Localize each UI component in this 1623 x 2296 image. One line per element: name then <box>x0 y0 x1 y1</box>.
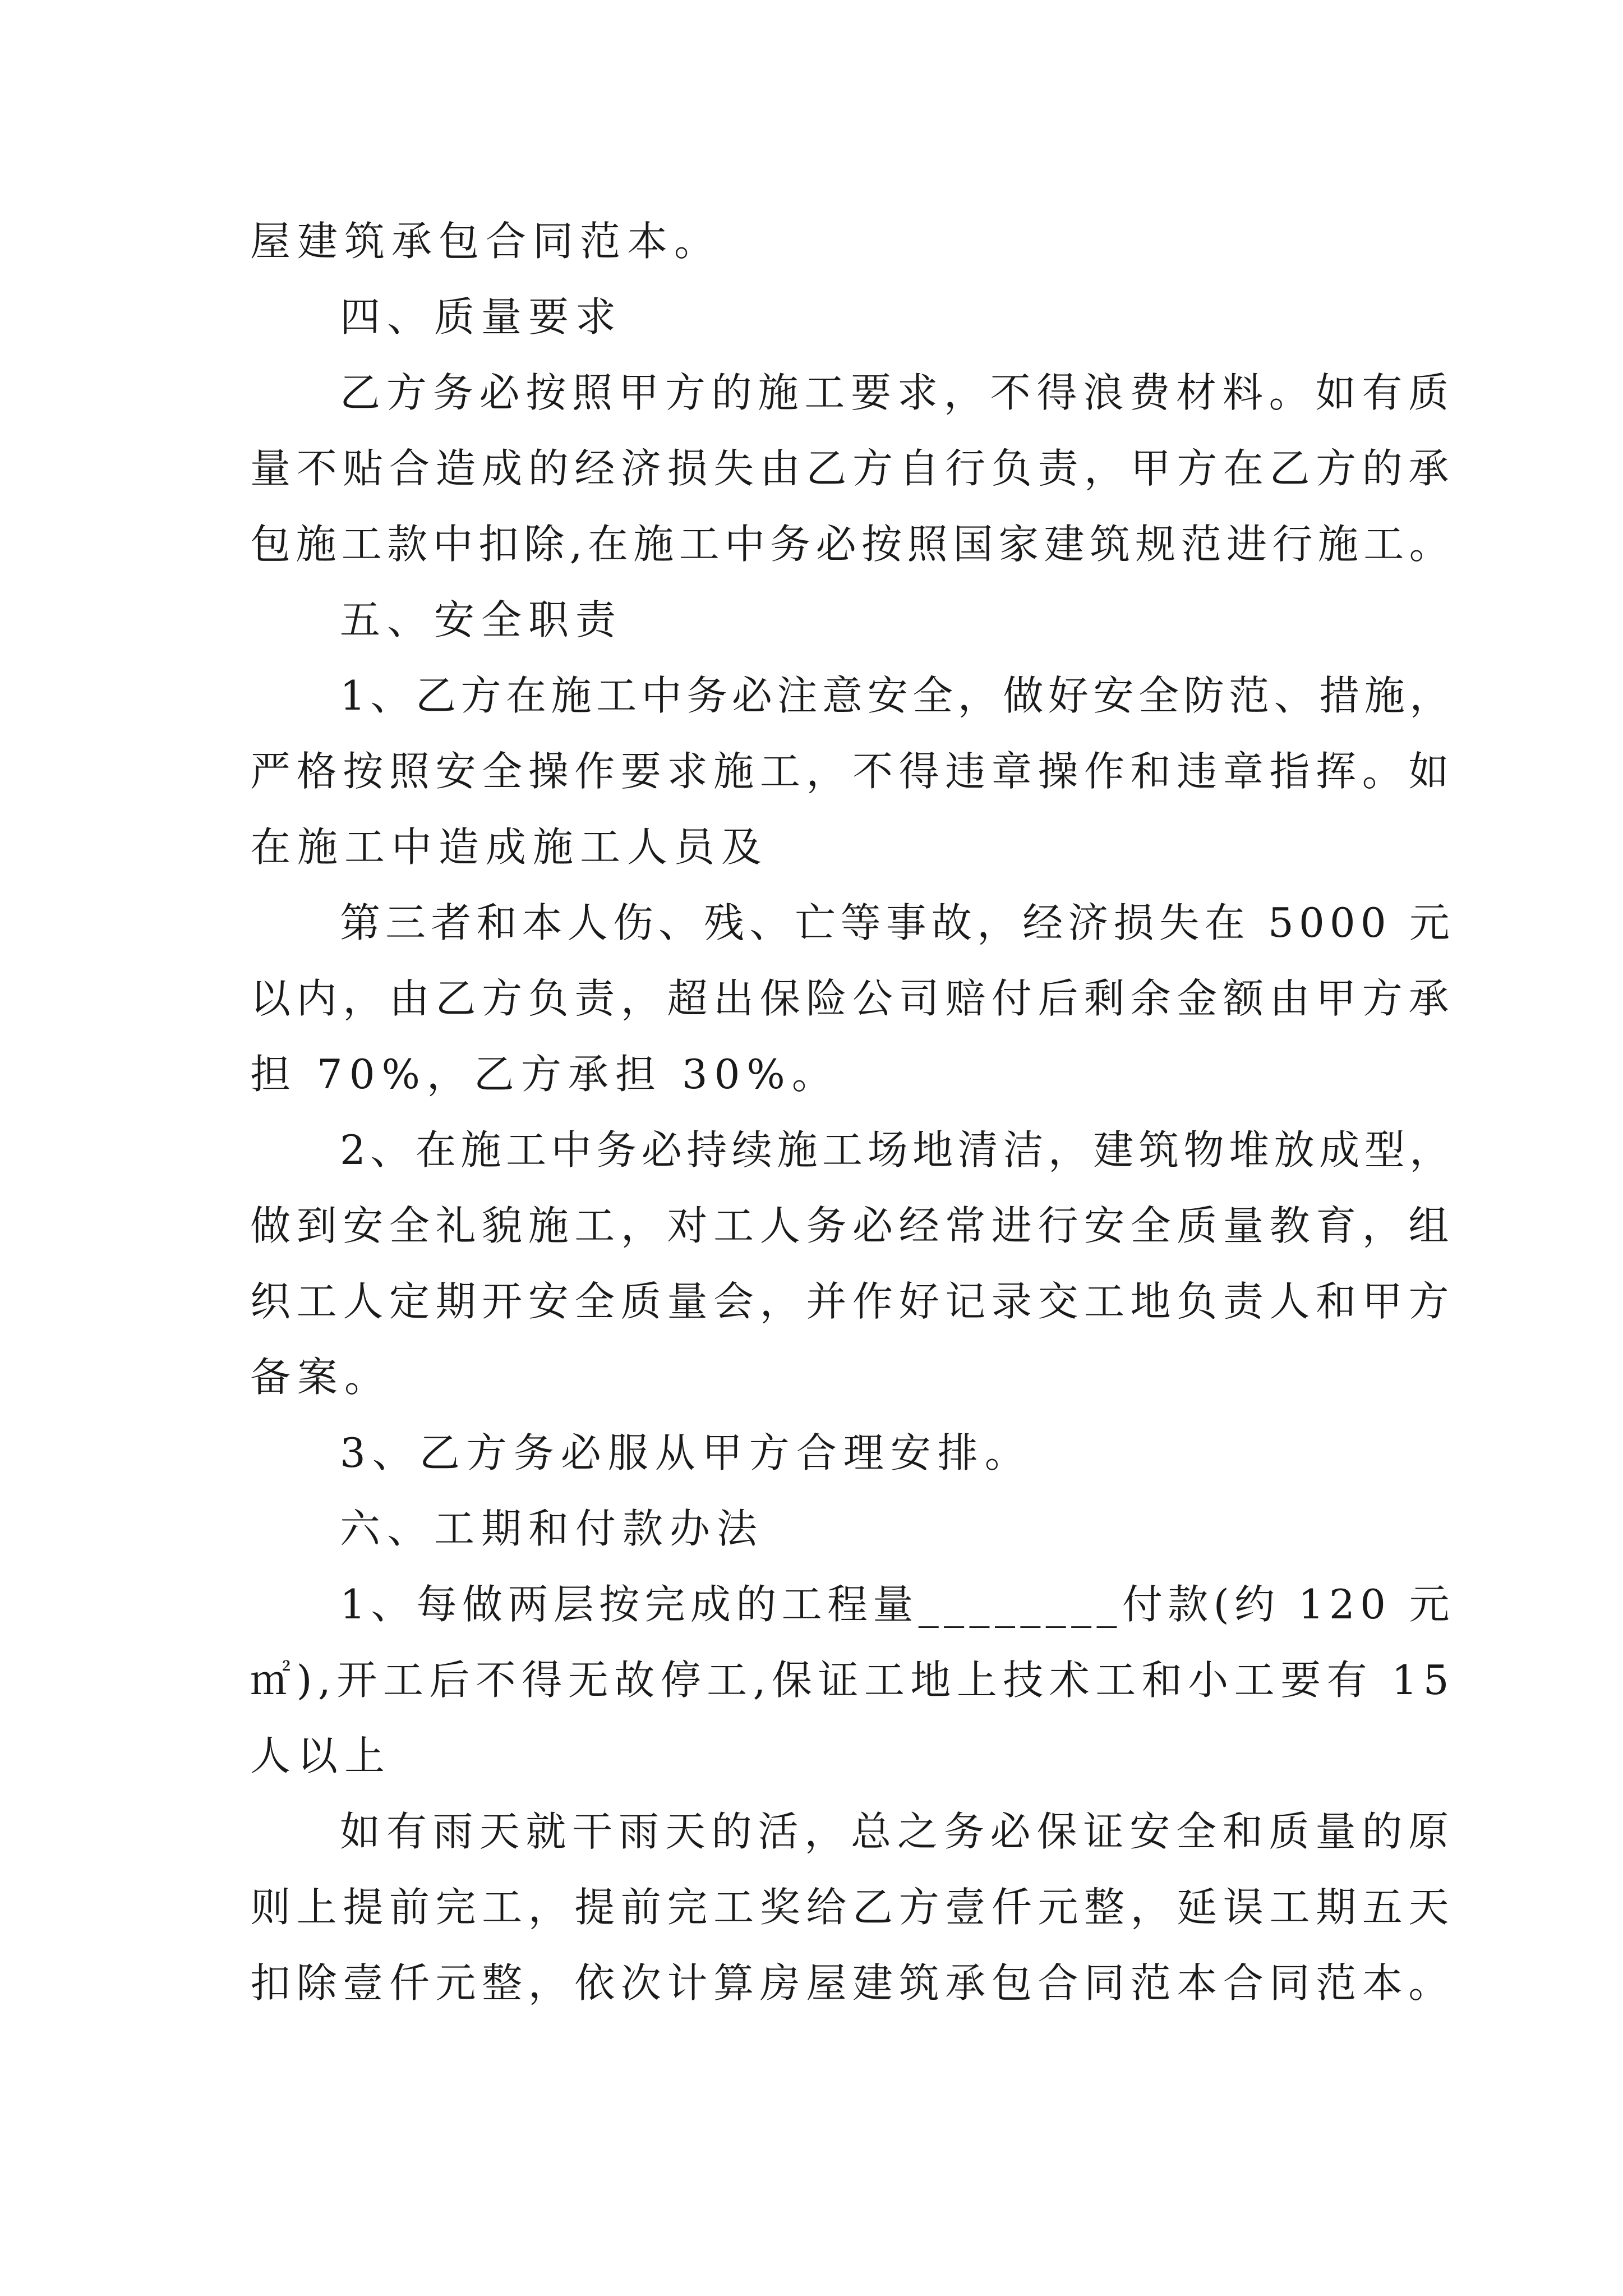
text-line: 3、乙方务必服从甲方合理安排。 <box>340 1429 1032 1476</box>
text-line: 则上提前完工，提前完工奖给乙方壹仟元整，延误工期五天 <box>250 1884 1455 1931</box>
section-heading: 四、质量要求 <box>340 293 623 341</box>
text-line: 担 70%，乙方承担 30%。 <box>250 1051 839 1098</box>
text-line: 人以上 <box>250 1732 392 1779</box>
text-line: 如有雨天就干雨天的活，总之务必保证安全和质量的原 <box>340 1808 1455 1855</box>
text-line: 备案。 <box>250 1354 392 1401</box>
section-heading: 五、安全职责 <box>340 596 623 643</box>
text-line: 做到安全礼貌施工，对工人务必经常进行安全质量教育，组 <box>250 1202 1455 1249</box>
text-line: ㎡),开工后不得无故停工,保证工地上技术工和小工要有 15 <box>250 1657 1455 1704</box>
text-line: 以内，由乙方负责，超出保险公司赔付后剩余金额由甲方承 <box>250 975 1455 1022</box>
section-heading: 六、工期和付款办法 <box>340 1505 764 1552</box>
text-line: 量不贴合造成的经济损失由乙方自行负责，甲方在乙方的承 <box>250 445 1455 492</box>
text-line: 包施工款中扣除,在施工中务必按照国家建筑规范进行施工。 <box>250 521 1455 568</box>
text-line: 1、每做两层按完成的工程量________付款(约 120 元 <box>340 1581 1455 1628</box>
text-line: 织工人定期开安全质量会，并作好记录交工地负责人和甲方 <box>250 1278 1455 1325</box>
text-line: 乙方务必按照甲方的施工要求，不得浪费材料。如有质 <box>340 369 1455 416</box>
text-line: 严格按照安全操作要求施工，不得违章操作和违章指挥。如 <box>250 748 1455 795</box>
text-line: 第三者和本人伤、残、亡等事故，经济损失在 5000 元 <box>340 899 1455 946</box>
text-line: 2、在施工中务必持续施工场地清洁，建筑物堆放成型， <box>340 1126 1455 1174</box>
text-line: 1、乙方在施工中务必注意安全，做好安全防范、措施， <box>340 672 1455 719</box>
text-line: 扣除壹仟元整，依次计算房屋建筑承包合同范本合同范本。 <box>250 1959 1455 2007</box>
text-line: 屋建筑承包合同范本。 <box>250 218 722 265</box>
text-line: 在施工中造成施工人员及 <box>250 823 769 871</box>
